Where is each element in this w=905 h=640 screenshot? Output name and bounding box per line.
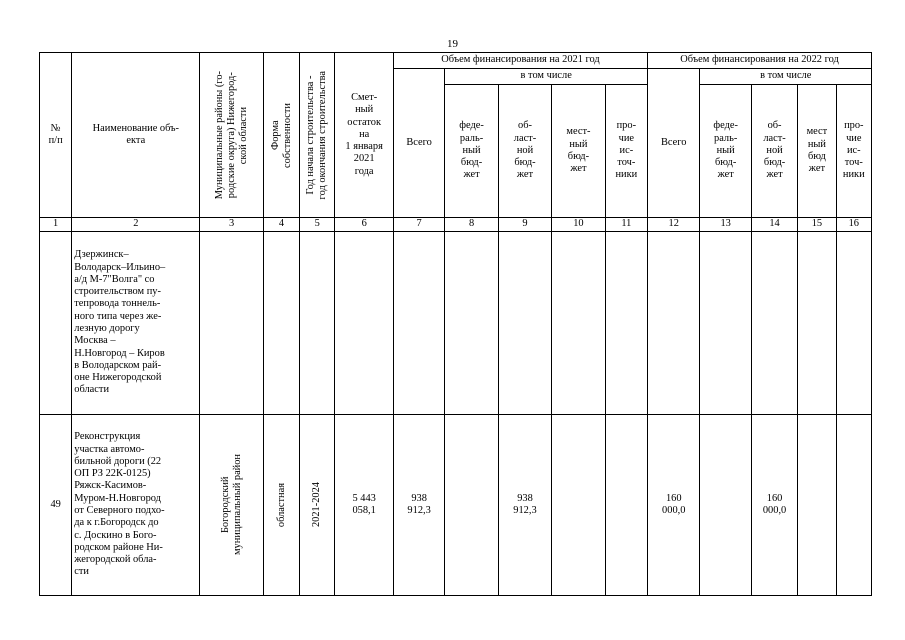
header-vol-2022: Объем финансирования на 2022 год: [648, 53, 872, 69]
row-municipal-text: Богородский муниципальный район: [219, 454, 243, 556]
header-estimate: Смет- ный остаток на 1 января 2021 года: [335, 53, 393, 218]
row-name: [72, 415, 200, 596]
column-number: 14: [751, 218, 797, 232]
row-loc-2021: [552, 232, 605, 415]
column-number: 8: [445, 218, 498, 232]
column-number: 2: [72, 218, 200, 232]
row-oth-2022: [836, 415, 871, 596]
financing-table: [39, 52, 872, 596]
header-loc-2021: мест- ный бюд- жет: [552, 85, 605, 218]
header-years: [300, 53, 335, 218]
row-total-2021: 938 912,3: [393, 415, 444, 596]
row-name: [72, 232, 200, 415]
row-years: [300, 415, 335, 596]
row-ownership: [263, 415, 299, 596]
column-number: 6: [335, 218, 393, 232]
row-municipal: [200, 415, 264, 596]
row-loc-2022: [798, 232, 836, 415]
header-incl-2021: в том числе: [445, 69, 648, 85]
row-municipal: [200, 232, 264, 415]
row-ownership: [263, 232, 299, 415]
column-number: 3: [200, 218, 264, 232]
column-number: 15: [798, 218, 836, 232]
header-municipal-text: Муниципальные районы (го- родские округа) Нижегород- ской области: [213, 70, 249, 200]
header-fed-2021: феде- раль- ный бюд- жет: [445, 85, 498, 218]
header-fed-2022: феде- раль- ный бюд- жет: [700, 85, 751, 218]
header-incl-2022: в том числе: [700, 69, 872, 85]
row-fed-2021: [445, 415, 498, 596]
header-reg-2022: об- ласт- ной бюд- жет: [751, 85, 797, 218]
column-number: 9: [498, 218, 551, 232]
header-no: № п/п: [40, 53, 72, 218]
row-reg-2021: [498, 232, 551, 415]
column-number: 12: [648, 218, 700, 232]
row-name-text: Реконструкция участка автомо- бильной дороги (22 ОП РЗ 22К-0125) Ряжск-Касимов- Муром-Н.Новгород от Северного подхо- да к г.Богородск до с. Доскино в Бого- родском районе Ни- жегородской обла- сти: [74, 431, 165, 578]
row-loc-2022: [798, 415, 836, 596]
row-reg-2022: 160 000,0: [751, 415, 797, 596]
row-name-text: Дзержинск– Володарск–Ильино– а/д М-7"Волга" со строительством пу- тепровода тоннель- ного типа через же- лезную дорогу Москва – Н.Новгород – Киров в Володарском рай- оне Нижегородской области: [74, 249, 166, 396]
column-number: 1: [40, 218, 72, 232]
column-number: 5: [300, 218, 335, 232]
column-number: 16: [836, 218, 871, 232]
header-municipal: [200, 53, 264, 218]
row-no: 49: [40, 415, 72, 596]
header-ownership-text: Форма собственности: [269, 102, 293, 168]
header-vol-2021: Объем финансирования на 2021 год: [393, 53, 647, 69]
column-number: 13: [700, 218, 751, 232]
column-number: 11: [605, 218, 647, 232]
header-name: Наименование объ- екта: [72, 53, 200, 218]
header-reg-2021: об- ласт- ной бюд- жет: [498, 85, 551, 218]
row-years-text: 2021-2024: [311, 482, 323, 528]
row-total-2021: [393, 232, 444, 415]
column-number: 10: [552, 218, 605, 232]
row-oth-2021: [605, 232, 647, 415]
column-numbers-row: [40, 218, 872, 232]
table-row: [40, 415, 872, 596]
header-oth-2021: про- чие ис- точ- ники: [605, 85, 647, 218]
row-oth-2021: [605, 415, 647, 596]
page-number: 19: [447, 38, 458, 50]
row-loc-2021: [552, 415, 605, 596]
row-years: [300, 232, 335, 415]
header-oth-2022: про- чие ис- точ- ники: [836, 85, 871, 218]
header-ownership: [263, 53, 299, 218]
row-reg-2021: 938 912,3: [498, 415, 551, 596]
row-no: [40, 232, 72, 415]
row-estimate: [335, 232, 393, 415]
table-row: [40, 232, 872, 415]
header-years-text: Год начала строительства - год окончания строительства: [305, 70, 329, 200]
column-number: 7: [393, 218, 444, 232]
row-total-2022: 160 000,0: [648, 415, 700, 596]
row-fed-2022: [700, 415, 751, 596]
column-number: 4: [263, 218, 299, 232]
row-reg-2022: [751, 232, 797, 415]
row-ownership-text: областная: [275, 482, 287, 528]
row-fed-2022: [700, 232, 751, 415]
header-loc-2022: мест ный бюд жет: [798, 85, 836, 218]
row-total-2022: [648, 232, 700, 415]
header-total-2022: Всего: [648, 69, 700, 218]
row-estimate: 5 443 058,1: [335, 415, 393, 596]
row-fed-2021: [445, 232, 498, 415]
row-oth-2022: [836, 232, 871, 415]
header-total-2021: Всего: [393, 69, 444, 218]
